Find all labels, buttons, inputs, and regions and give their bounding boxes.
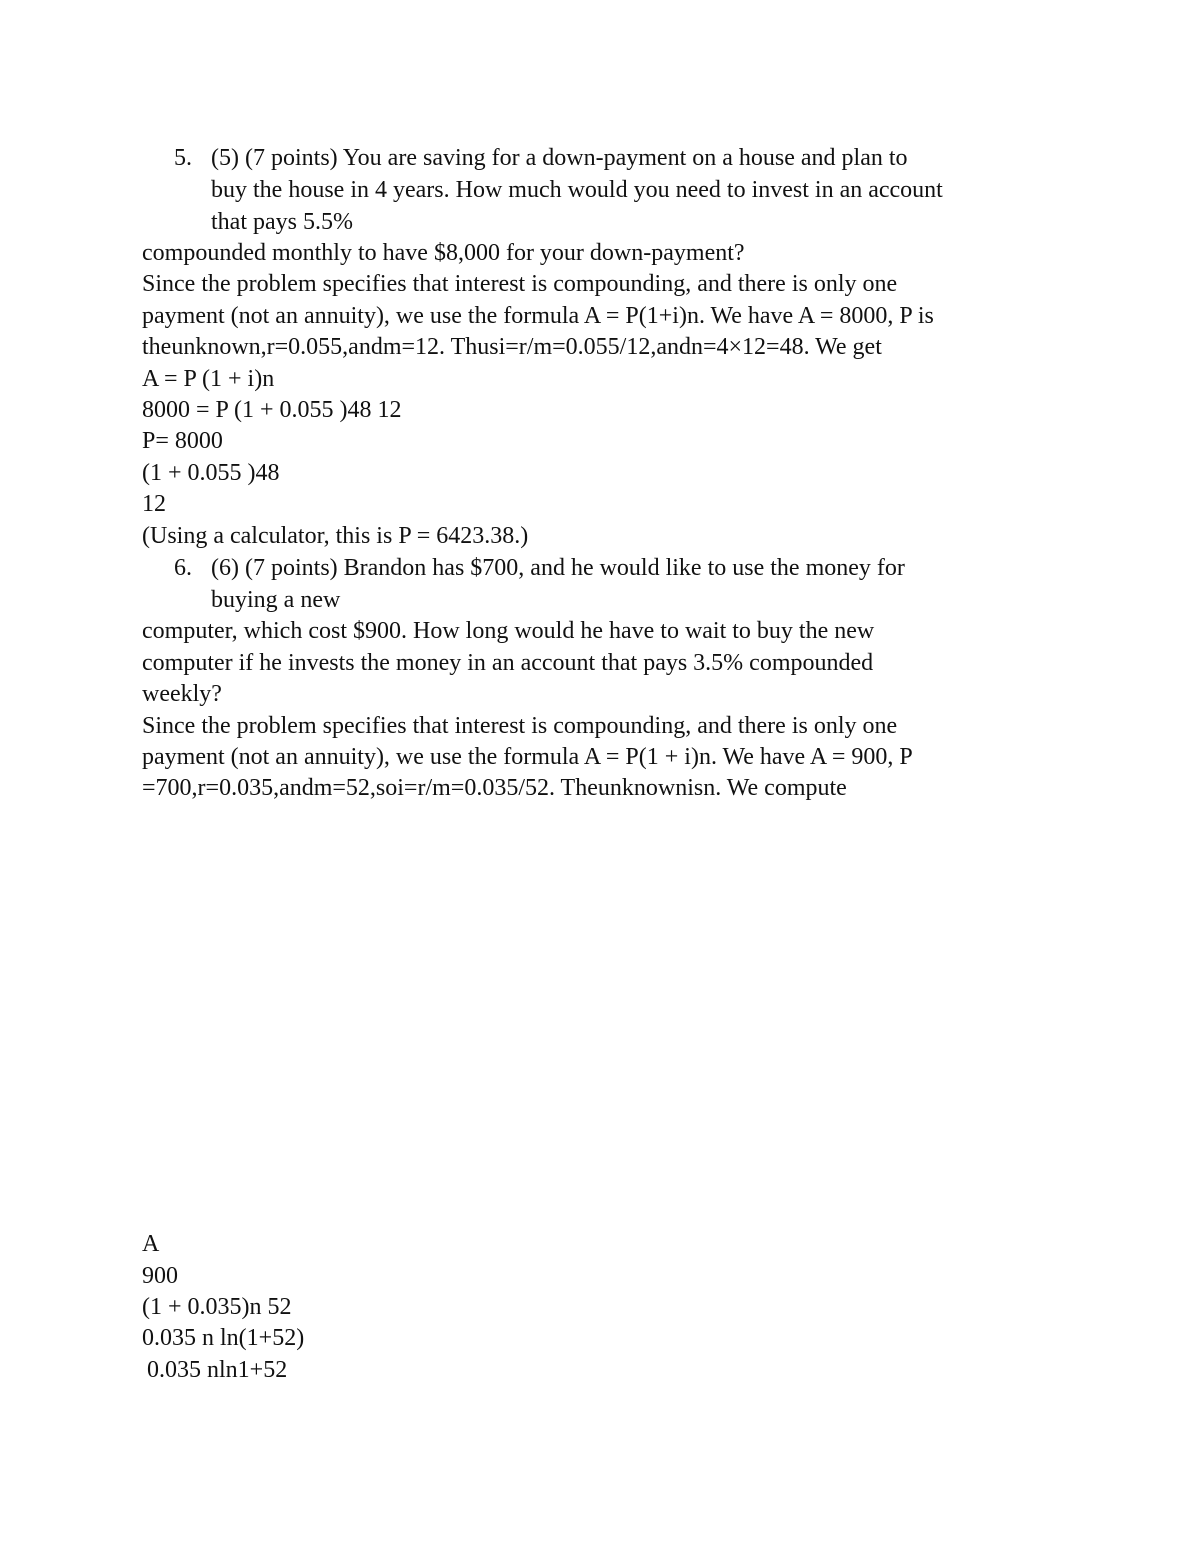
problem-5-formula-line: A = P (1 + i)n	[142, 366, 275, 392]
problem-6-line-1: (6) (7 points) Brandon has $700, and he would like to use the money for	[211, 555, 905, 581]
problem-6-line-4: computer if he invests the money in an account that pays 3.5% compounded	[142, 650, 874, 676]
problem-6-work-line: (1 + 0.035)n 52	[142, 1294, 292, 1320]
problem-5-formula-line: 8000 = P (1 + 0.055 )48 12	[142, 397, 402, 423]
problem-5-line-1: (5) (7 points) You are saving for a down-payment on a house and plan to	[211, 145, 908, 171]
problem-5-solution-line: payment (not an annuity), we use the formula A = P(1+i)n. We have A = 8000, P is	[142, 303, 934, 329]
problem-5-line-2: buy the house in 4 years. How much would you need to invest in an account	[211, 177, 943, 203]
problem-6-line-3: computer, which cost $900. How long would he have to wait to buy the new	[142, 618, 875, 644]
problem-6-solution-line: =700,r=0.035,andm=52,soi=r/m=0.035/52. Theunknownisn. We compute	[142, 775, 847, 801]
problem-5-formula-line: (1 + 0.055 )48	[142, 460, 280, 486]
problem-5-line-3: that pays 5.5%	[211, 209, 353, 235]
problem-5-solution-line: theunknown,r=0.055,andm=12. Thusi=r/m=0.055/12,andn=4×12=48. We get	[142, 334, 882, 360]
problem-6-number: 6.	[174, 555, 192, 581]
problem-6-work-line: 0.035 nln1+52	[147, 1357, 288, 1383]
problem-6-work-line: A	[142, 1231, 160, 1257]
problem-5-line-4: compounded monthly to have $8,000 for your down-payment?	[142, 240, 745, 266]
problem-5-answer-line: (Using a calculator, this is P = 6423.38.)	[142, 523, 529, 549]
problem-6-line-2: buying a new	[211, 587, 341, 613]
problem-6-solution-line: payment (not an annuity), we use the formula A = P(1 + i)n. We have A = 900, P	[142, 744, 913, 770]
problem-5-solution-line: Since the problem specifies that interest is compounding, and there is only one	[142, 271, 898, 297]
problem-5-formula-line: P= 8000	[142, 428, 223, 454]
problem-5-number: 5.	[174, 145, 192, 171]
problem-5-formula-line: 12	[142, 491, 166, 517]
problem-6-work-line: 900	[142, 1263, 178, 1289]
problem-6-work-line: 0.035 n ln(1+52)	[142, 1325, 305, 1351]
problem-6-line-5: weekly?	[142, 681, 222, 707]
problem-6-solution-line: Since the problem specifies that interest is compounding, and there is only one	[142, 713, 898, 739]
